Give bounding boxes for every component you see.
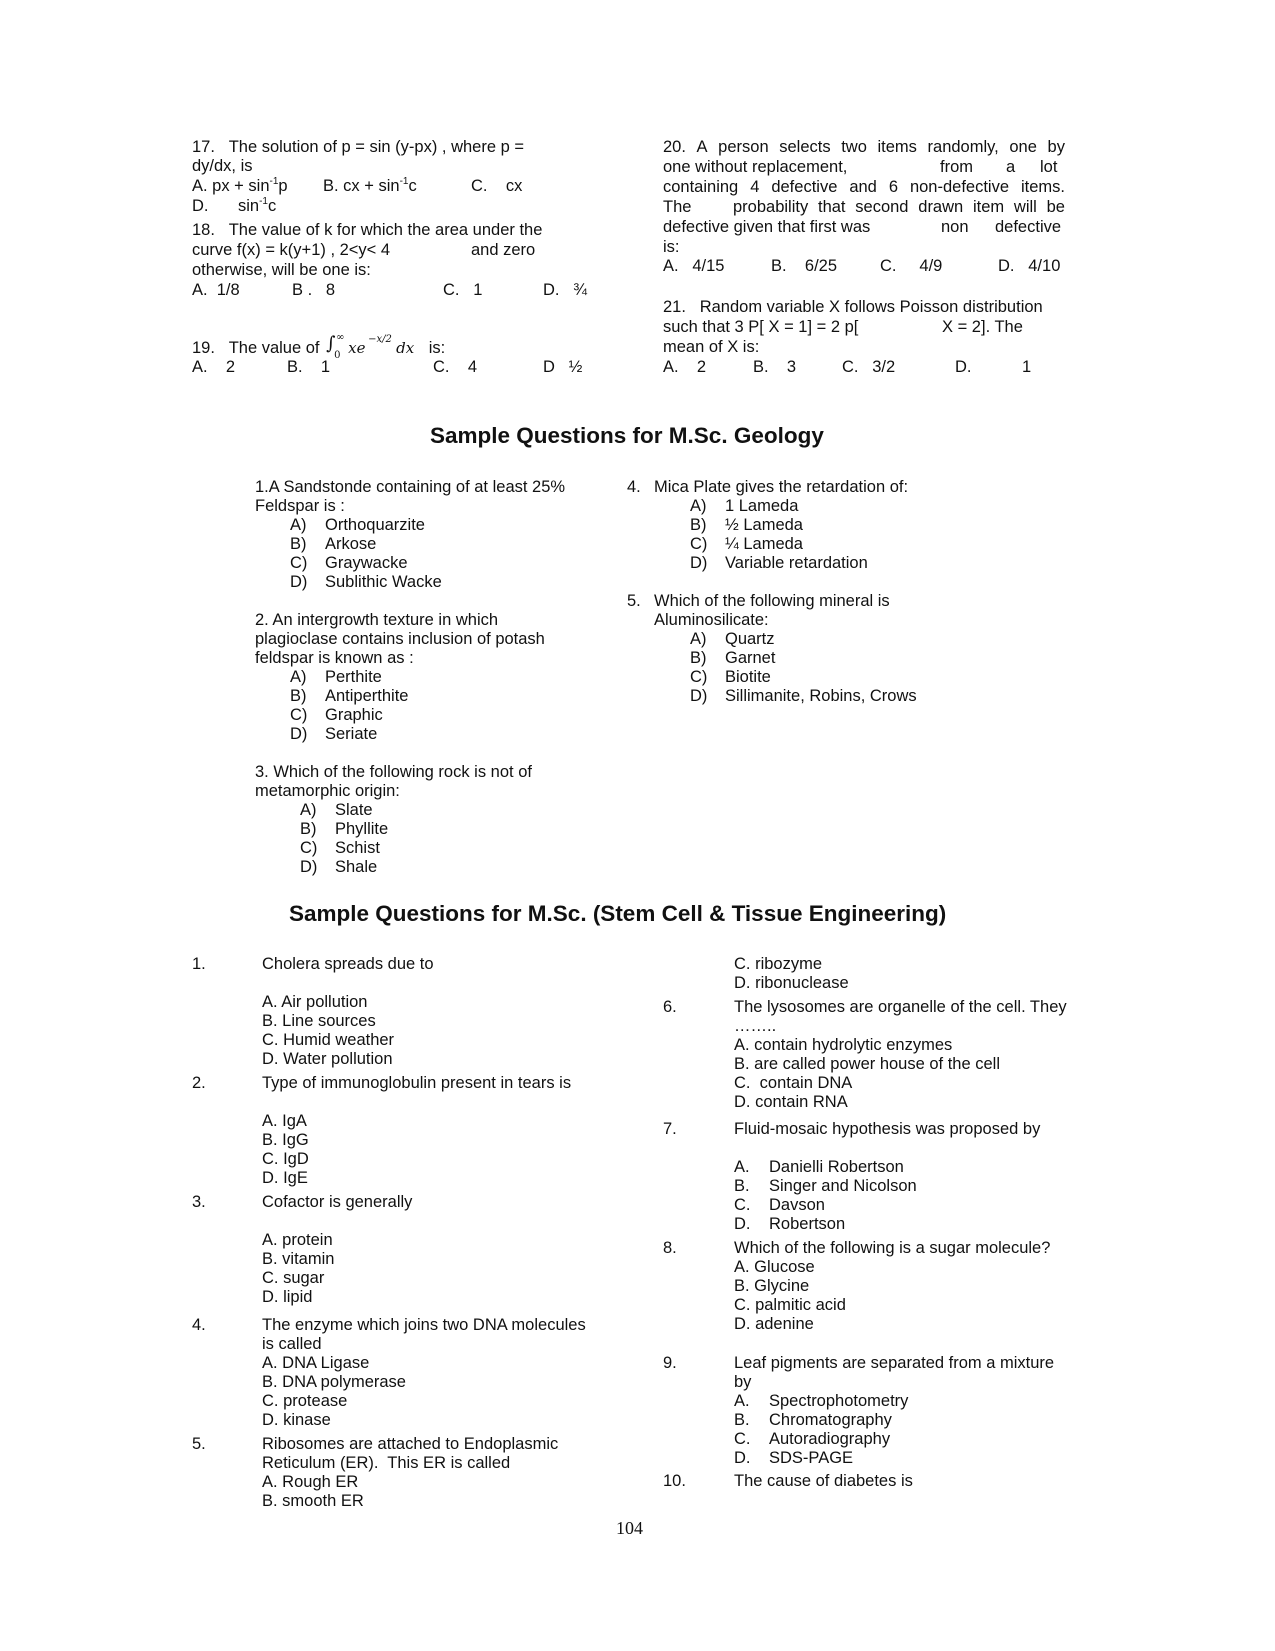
stem-q10-text: The cause of diabetes is [734, 1472, 913, 1490]
geo-q3-opt-a: Slate [335, 801, 373, 819]
stem-q4-opt-a: A. DNA Ligase [262, 1354, 370, 1372]
geo-q3-opt-c-label: C) [300, 839, 318, 857]
q17-line1 [192, 138, 524, 157]
stem-q1-number: 1. [192, 955, 206, 973]
q17-option-c: C. cx [471, 177, 523, 195]
q20-line2c: a [1006, 158, 1016, 176]
stem-q7-opt-d-label: D. [734, 1215, 751, 1233]
geo-q5-opt-b: Garnet [725, 649, 776, 667]
geo-q5-line2: Aluminosilicate: [654, 611, 769, 629]
geo-q3-opt-c: Schist [335, 839, 380, 857]
stem-q6-opt-b: B. are called power house of the cell [734, 1055, 1000, 1073]
geo-q2-opt-d: Seriate [325, 725, 378, 743]
q21-option-b: B. 3 [753, 358, 797, 376]
geo-q2-opt-c-label: C) [290, 706, 308, 724]
stemcell-title: Sample Questions for M.Sc. (Stem Cell & Tissue Engineering) [289, 901, 947, 926]
geo-q3-opt-b-label: B) [300, 820, 317, 838]
stem-q8-text: Which of the following is a sugar molecule? [734, 1239, 1051, 1257]
geo-q4-opt-d-label: D) [690, 554, 708, 572]
stem-q5-number: 5. [192, 1435, 206, 1453]
geo-q4-opt-a-label: A) [690, 497, 707, 515]
geo-q1-line1: 1.A Sandstonde containing of at least 25% [255, 478, 566, 496]
stem-q8-opt-a: A. Glucose [734, 1258, 815, 1276]
stem-q5-text1: Ribosomes are attached to Endoplasmic [262, 1435, 559, 1453]
geo-q5-number: 5. [627, 592, 641, 610]
q18-option-b: B . 8 [292, 281, 336, 299]
q20-line2d: lot [1040, 158, 1058, 176]
stem-q7-opt-c: Davson [769, 1196, 825, 1214]
stem-q6-opt-a: A. contain hydrolytic enzymes [734, 1036, 953, 1054]
geo-q2-opt-b: Antiperthite [325, 687, 409, 705]
geo-q5-opt-c-label: C) [690, 668, 708, 686]
geo-q4-opt-b-label: B) [690, 516, 707, 534]
stem-q8-number: 8. [663, 1239, 677, 1257]
q20-line2a: one without replacement, [663, 158, 848, 176]
q20-line5a: defective given that first was [663, 218, 871, 236]
stem-q5-text2: Reticulum (ER). This ER is called [262, 1454, 511, 1472]
stem-q5-opt-c: C. ribozyme [734, 955, 823, 973]
stem-q6-number: 6. [663, 998, 677, 1016]
stem-q2-opt-c: C. IgD [262, 1150, 309, 1168]
page-number: 104 [616, 1518, 643, 1538]
q20-line4a: The [663, 198, 692, 216]
geo-q4-line1: Mica Plate gives the retardation of: [654, 478, 909, 496]
stem-q7-number: 7. [663, 1120, 677, 1138]
geo-q4-opt-a: 1 Lameda [725, 497, 799, 515]
q20-option-d: D. 4/10 [998, 257, 1061, 275]
q18-option-d: D. ¾ [543, 281, 588, 299]
q17-number: 17. [192, 138, 215, 156]
stem-q1-opt-b: B. Line sources [262, 1012, 376, 1030]
geo-q5-opt-d: Sillimanite, Robins, Crows [725, 687, 917, 705]
stem-q1-text: Cholera spreads due to [262, 955, 434, 973]
geo-q5-line1: Which of the following mineral is [654, 592, 890, 610]
geo-q3-opt-d-label: D) [300, 858, 318, 876]
q21-option-c: C. 3/2 [842, 358, 896, 376]
geo-q4-opt-d: Variable retardation [725, 554, 868, 572]
stem-q5-opt-a: A. Rough ER [262, 1473, 359, 1491]
stem-q9-opt-d-label: D. [734, 1449, 751, 1467]
q17-option-b: B. cx + $\sin^{-1}c$ [323, 176, 417, 195]
stem-q6-opt-d: D. contain RNA [734, 1093, 848, 1111]
geo-q4-opt-c-label: C) [690, 535, 708, 553]
stem-q9-opt-b: Chromatography [769, 1411, 892, 1429]
stem-q7-text: Fluid-mosaic hypothesis was proposed by [734, 1120, 1041, 1138]
stem-q3-number: 3. [192, 1193, 206, 1211]
stem-q4-opt-b: B. DNA polymerase [262, 1373, 406, 1391]
geo-q2-line1: 2. An intergrowth texture in which [255, 611, 499, 629]
q17-text1: The solution of p = sin (y-px) , where p = [228, 138, 525, 156]
stem-q7-opt-a-label: A. [734, 1158, 750, 1176]
stem-q9-opt-c: Autoradiography [769, 1430, 891, 1448]
geo-q3-opt-a-label: A) [300, 801, 317, 819]
stem-q6-opt-c: C. contain DNA [734, 1074, 853, 1092]
q21-line2a: such that 3 P[ X = 1] = 2 p[ [663, 318, 859, 336]
stem-q7-opt-b: Singer and Nicolson [769, 1177, 917, 1195]
geo-q1-opt-b: Arkose [325, 535, 377, 553]
geo-q2-line2: plagioclase contains inclusion of potash [255, 630, 545, 648]
geology-title: Sample Questions for M.Sc. Geology [430, 423, 824, 448]
q19-option-a: A. 2 [192, 358, 236, 376]
stem-q7-opt-b-label: B. [734, 1177, 750, 1195]
q21-option-d: 1 [1022, 358, 1032, 376]
q18-option-a: A. 1/8 [192, 281, 240, 299]
geo-q1-opt-d: Sublithic Wacke [325, 573, 442, 591]
q18-line2a: curve f(x) = k(y+1) , 2<y< 4 [192, 241, 391, 259]
stem-q1-opt-d: D. Water pollution [262, 1050, 393, 1068]
q20-option-b: B. 6/25 [771, 257, 838, 275]
stem-q4-opt-c: C. protease [262, 1392, 348, 1410]
stem-q5-opt-b: B. smooth ER [262, 1492, 364, 1510]
geo-q4-number: 4. [627, 478, 641, 496]
q20-line1: 20. A person selects two items randomly, one by [663, 138, 1065, 156]
geo-q3-line2: metamorphic origin: [255, 782, 400, 800]
geo-q1-opt-c: Graywacke [325, 554, 408, 572]
stem-q3-opt-d: D. lipid [262, 1288, 313, 1306]
geo-q3-opt-b: Phyllite [335, 820, 389, 838]
stem-q2-text: Type of immunoglobulin present in tears is [262, 1074, 572, 1092]
q17-option-a: A. px + $\sin^{-1}p$ [192, 176, 288, 195]
stem-q7-opt-c-label: C. [734, 1196, 751, 1214]
q20-line5c: defective [995, 218, 1062, 236]
stem-q4-text1: The enzyme which joins two DNA molecules [262, 1316, 586, 1334]
geo-q3-opt-d: Shale [335, 858, 378, 876]
q20-option-a: A. 4/15 [663, 257, 725, 275]
q17-line2: dy/dx, is [192, 157, 253, 175]
stem-q4-opt-d: D. kinase [262, 1411, 331, 1429]
q21-line3: mean of X is: [663, 338, 760, 356]
geo-q5-opt-c: Biotite [725, 668, 771, 686]
q18-line2b: and zero [471, 241, 536, 259]
stem-q7-opt-a: Danielli Robertson [769, 1158, 904, 1176]
stem-q3-text: Cofactor is generally [262, 1193, 413, 1211]
geo-q2-opt-a-label: A) [290, 668, 307, 686]
stem-q3-opt-b: B. vitamin [262, 1250, 335, 1268]
geo-q5-opt-a-label: A) [690, 630, 707, 648]
stem-q7-opt-d: Robertson [769, 1215, 846, 1233]
q17-option-d-label: D. [192, 197, 209, 215]
q19-option-c: C. 4 [433, 358, 478, 376]
stem-q3-opt-c: C. sugar [262, 1269, 325, 1287]
stem-q6-text1: The lysosomes are organelle of the cell. They [734, 998, 1067, 1016]
q18-line3: otherwise, will be one is: [192, 261, 371, 279]
stem-q1-opt-a: A. Air pollution [262, 993, 368, 1011]
stem-q9-text2: by [734, 1373, 752, 1391]
q21-line2b: X = 2]. The [942, 318, 1023, 336]
geo-q1-opt-d-label: D) [290, 573, 308, 591]
q18-line1: 18. The value of k for which the area under the [192, 221, 543, 239]
stem-q2-opt-b: B. IgG [262, 1131, 309, 1149]
stem-q8-opt-b: B. Glycine [734, 1277, 810, 1295]
q20-line6: is: [663, 238, 680, 256]
geo-q5-opt-b-label: B) [690, 649, 707, 667]
stem-q9-text1: Leaf pigments are separated from a mixture [734, 1354, 1055, 1372]
geo-q1-opt-a-label: A) [290, 516, 307, 534]
stem-q5-opt-d: D. ribonuclease [734, 974, 849, 992]
stem-q2-number: 2. [192, 1074, 206, 1092]
geo-q2-opt-c: Graphic [325, 706, 383, 724]
q17-option-d: $\sin^{-1}c$ [238, 196, 277, 215]
stem-q8-opt-c: C. palmitic acid [734, 1296, 846, 1314]
stem-q3-opt-a: A. protein [262, 1231, 333, 1249]
geo-q4-opt-b: ½ Lameda [725, 516, 803, 534]
geo-q5-opt-d-label: D) [690, 687, 708, 705]
stem-q9-opt-a: Spectrophotometry [769, 1392, 909, 1410]
stem-q9-number: 9. [663, 1354, 677, 1372]
stem-q10-number: 10. [663, 1472, 686, 1490]
geo-q5-opt-a: Quartz [725, 630, 775, 648]
q21-option-a: A. 2 [663, 358, 707, 376]
q20-line2b: from [940, 158, 973, 176]
q20-line4: probability that second drawn item will be [733, 198, 1065, 216]
stem-q9-opt-a-label: A. [734, 1392, 750, 1410]
stem-q9-opt-d: SDS-PAGE [769, 1449, 854, 1467]
geo-q2-opt-b-label: B) [290, 687, 307, 705]
stem-q9-opt-b-label: B. [734, 1411, 750, 1429]
stem-q2-opt-a: A. IgA [262, 1112, 307, 1130]
q19-option-b: B. 1 [287, 358, 331, 376]
geo-q2-opt-a: Perthite [325, 668, 382, 686]
q20-line3: containing 4 defective and 6 non-defective items. [663, 178, 1065, 196]
stem-q6-text2: …….. [734, 1017, 777, 1035]
stem-q4-text2: is called [262, 1335, 322, 1353]
stem-q8-opt-d: D. adenine [734, 1315, 814, 1333]
stem-q2-opt-d: D. IgE [262, 1169, 308, 1187]
geo-q2-line3: feldspar is known as : [255, 649, 414, 667]
geo-q2-opt-d-label: D) [290, 725, 308, 743]
q19-option-d: D ½ [543, 358, 583, 376]
geo-q1-opt-b-label: B) [290, 535, 307, 553]
q21-line1: 21. Random variable X follows Poisson distribution [663, 298, 1043, 316]
q20-line5b: non [941, 218, 969, 236]
q18-option-c: C. 1 [443, 281, 483, 299]
q21-option-d-label: D. [955, 358, 972, 376]
q19-integral-expression: ∫ ∞ 0 xe −x/2 dx [326, 332, 415, 361]
stem-q9-opt-c-label: C. [734, 1430, 751, 1448]
stem-q1-opt-c: C. Humid weather [262, 1031, 395, 1049]
geo-q1-line2: Feldspar is : [255, 497, 345, 515]
q20-option-c: C. 4/9 [880, 257, 943, 275]
geo-q3-line1: 3. Which of the following rock is not of [255, 763, 532, 781]
geo-q1-opt-c-label: C) [290, 554, 308, 572]
geo-q4-opt-c: ¼ Lameda [725, 535, 803, 553]
geo-q1-opt-a: Orthoquarzite [325, 516, 425, 534]
q19-line1: 19. The value of ∫ ∞ 0 xe −x/2 dx is: [192, 332, 446, 361]
stem-q4-number: 4. [192, 1316, 206, 1334]
